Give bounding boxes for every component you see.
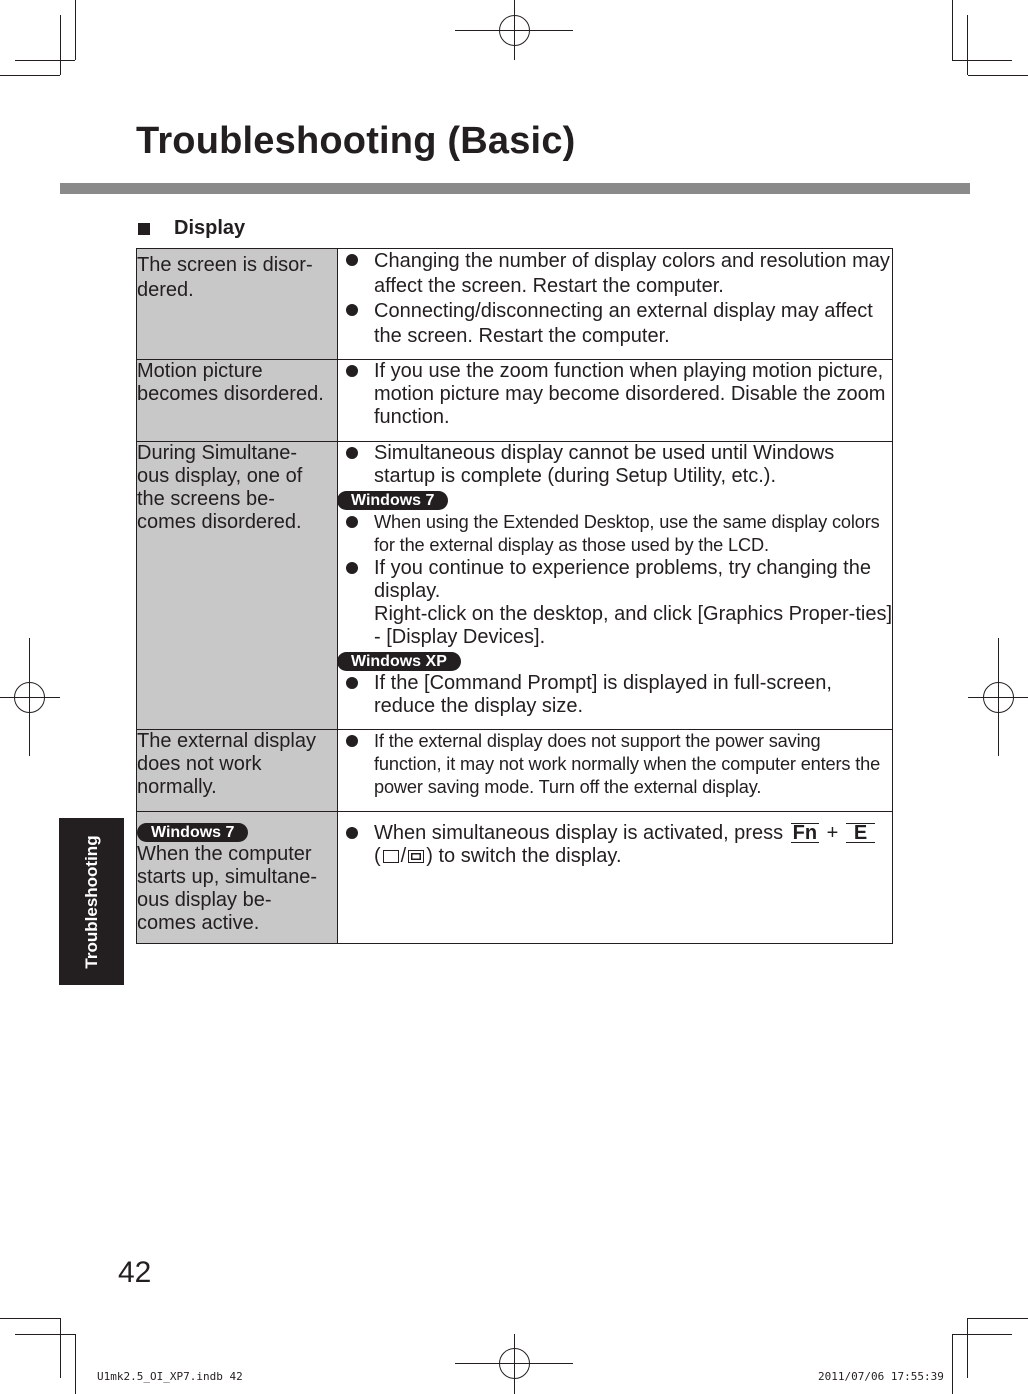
table-row (137, 730, 893, 812)
section-heading (136, 217, 245, 240)
crop-mark (952, 1334, 953, 1394)
item-text-part: ) to switch the display. (426, 845, 622, 867)
bullet-icon (346, 677, 358, 689)
bullet-icon (346, 735, 358, 747)
item-text: When simultaneous display is activated, press Fn + E ( / ) to switch the display. (374, 822, 877, 868)
windows7-badge: Windows 7 (137, 823, 248, 842)
item-text: Changing the number of display colors and resolution may affect the screen. Restart the computer. (374, 250, 890, 297)
crop-mark (968, 1318, 1028, 1319)
problem-text: When the computer starts up, simultane-ous display be-comes active. (137, 843, 318, 934)
bullet-icon (346, 365, 358, 377)
crop-mark (0, 1318, 60, 1319)
crop-mark (952, 0, 953, 60)
crop-mark (952, 60, 1012, 61)
item-text: When using the Extended Desktop, use the same display colors for the external display as those used by the LCD. (374, 512, 880, 555)
solution-cell (338, 442, 893, 730)
page-number: 42 (118, 1256, 152, 1289)
footer-timestamp: 2011/07/06 17:55:39 (818, 1370, 944, 1383)
solution-cell (338, 730, 893, 812)
item-text: If the [Command Prompt] is displayed in full-screen, reduce the display size. (374, 672, 832, 717)
item-text: Simultaneous display cannot be used until Windows startup is complete (during Setup Utility, etc.). (374, 442, 835, 487)
registration-mark (14, 682, 45, 713)
crop-mark (15, 1334, 75, 1335)
list-item (338, 249, 892, 299)
external-display-icon (408, 850, 424, 863)
list-item (338, 557, 892, 649)
square-bullet-icon (138, 223, 150, 235)
table-row (137, 360, 893, 442)
problem-cell (137, 360, 338, 442)
registration-mark (983, 682, 1014, 713)
footer-file-info: U1mk2.5_OI_XP7.indb 42 (97, 1370, 243, 1383)
bullet-icon (346, 254, 358, 266)
plus-sign: + (826, 822, 839, 844)
problem-text: The screen is disor-dered. (137, 254, 313, 301)
item-text-part: When simultaneous display is activated, press (374, 822, 784, 844)
item-text: Connecting/disconnecting an external display may affect the screen. Restart the computer. (374, 300, 873, 347)
registration-mark (499, 15, 530, 46)
problem-cell (137, 812, 338, 944)
section-heading-label: Display (174, 217, 246, 239)
item-text: If the external display does not support the power saving function, it may not work normally when the computer enters the power saving mode. Turn off the external display. (374, 731, 881, 797)
bullet-icon (346, 516, 358, 528)
page-title: Troubleshooting (Basic) (136, 120, 576, 162)
table-row (137, 812, 893, 944)
crop-mark (952, 1334, 1012, 1335)
table-row (137, 442, 893, 730)
windows7-badge: Windows 7 (337, 491, 448, 510)
list-item (338, 360, 892, 429)
troubleshooting-table (136, 248, 893, 944)
solution-cell (338, 812, 893, 944)
table-row (137, 249, 893, 360)
item-text: If you use the zoom function when playing motion picture, motion picture may become disordered. Disable the zoom function. (374, 360, 886, 428)
list-item (338, 672, 892, 718)
crop-mark (60, 1318, 61, 1378)
registration-mark (499, 1348, 530, 1379)
crop-mark (967, 1318, 968, 1378)
solution-cell (338, 360, 893, 442)
list-item (338, 299, 892, 349)
problem-cell (137, 442, 338, 730)
list-item (338, 511, 892, 557)
problem-cell (137, 730, 338, 812)
bullet-icon (346, 304, 358, 316)
bullet-icon (346, 827, 358, 839)
crop-mark (15, 60, 75, 61)
problem-cell (137, 249, 338, 360)
windowsxp-badge: Windows XP (337, 652, 461, 671)
list-item (338, 730, 892, 799)
side-tab (59, 818, 124, 985)
crop-mark (60, 15, 61, 75)
problem-text: The external display does not work normally. (137, 730, 316, 798)
bullet-icon (346, 447, 358, 459)
crop-mark (75, 1334, 76, 1394)
e-key-icon: E (846, 823, 875, 843)
problem-text: Motion picture becomes disordered. (137, 360, 324, 405)
bullet-icon (346, 562, 358, 574)
side-tab-label: Troubleshooting (81, 834, 101, 969)
item-text-line: Right-click on the desktop, and click [Graphics Proper-ties] - [Display Devices]. (374, 603, 892, 648)
crop-mark (968, 75, 1028, 76)
title-rule (60, 183, 970, 194)
list-item (338, 822, 892, 868)
item-text (374, 557, 892, 649)
display-icon (383, 850, 399, 863)
crop-mark (967, 15, 968, 75)
fn-key-icon: Fn (792, 822, 818, 844)
problem-text: During Simultane-ous display, one of the screens be-comes disordered. (137, 442, 303, 533)
item-text-line: If you continue to experience problems, try changing the display. (374, 557, 871, 602)
crop-mark (75, 0, 76, 60)
crop-mark (0, 75, 60, 76)
solution-cell (338, 249, 893, 360)
list-item (338, 442, 892, 488)
